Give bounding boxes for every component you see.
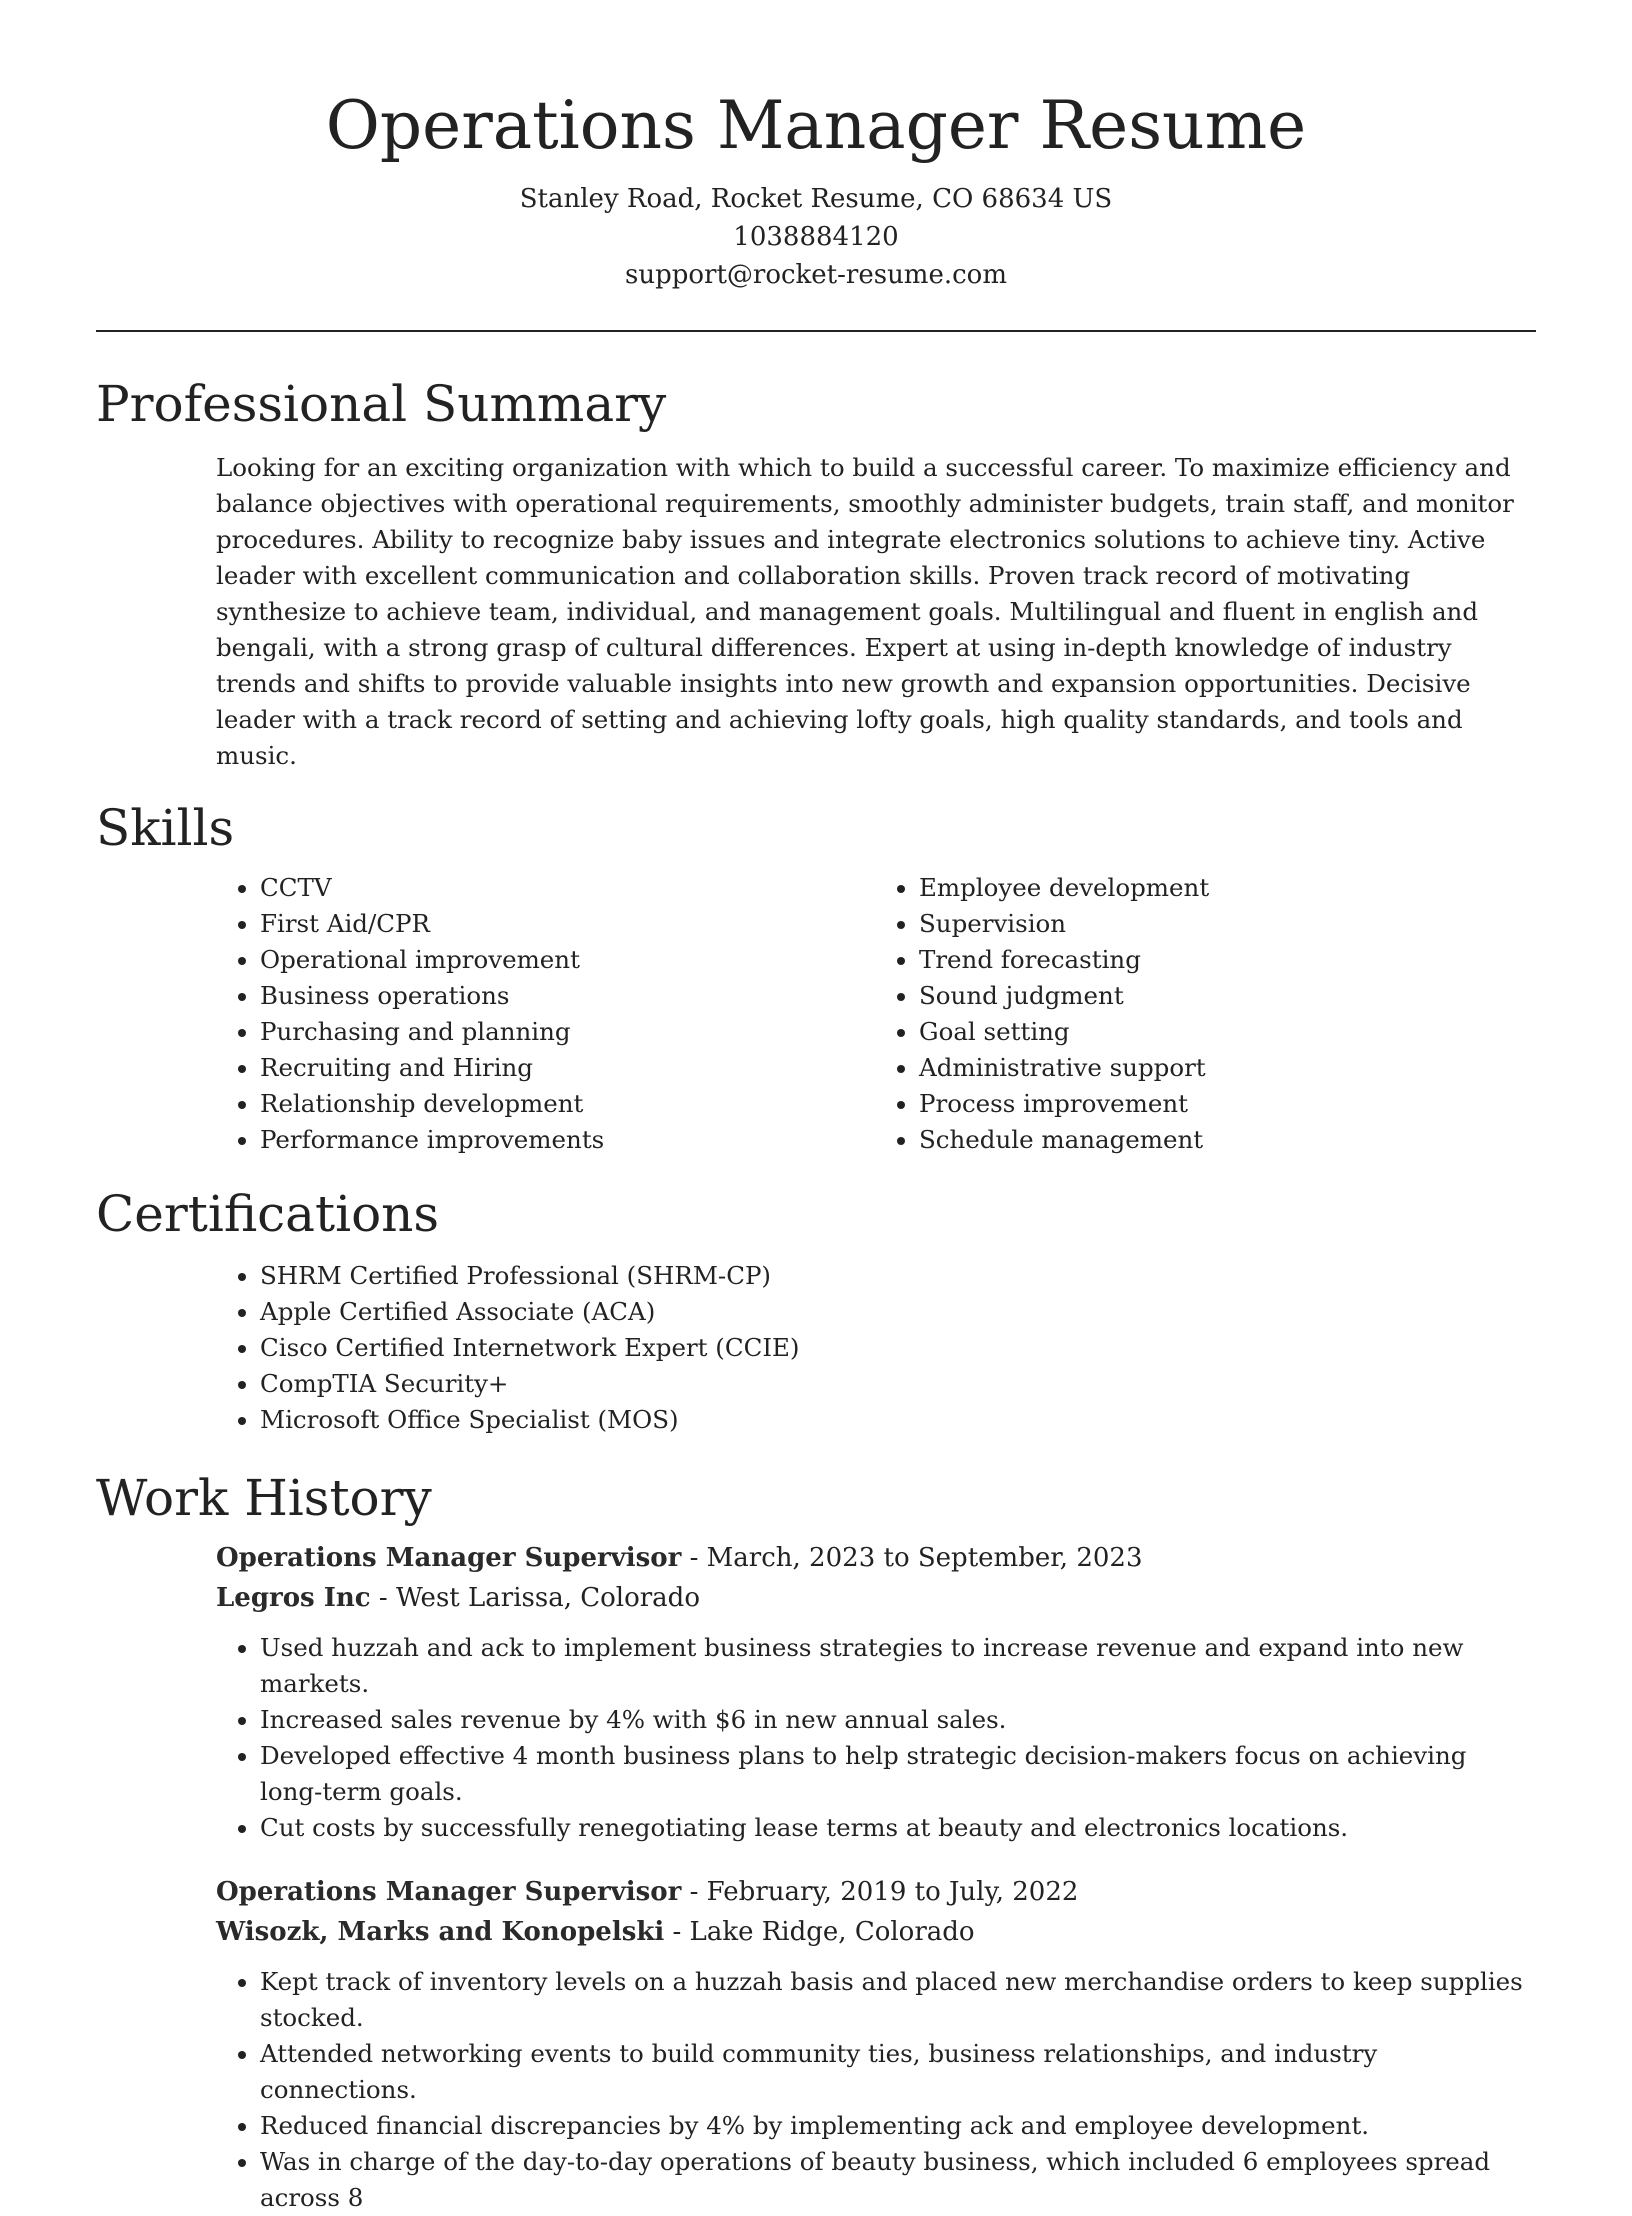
skill-item: • Purchasing and planning: [260, 1014, 877, 1050]
job-company: Wisozk, Marks and Konopelski: [216, 1917, 665, 1947]
certification-item: • SHRM Certified Professional (SHRM-CP): [260, 1258, 1536, 1294]
job-bullet: • Reduced financial discrepancies by 4% by implementing ack and employee development.: [260, 2108, 1536, 2144]
skill-item: • Schedule management: [919, 1122, 1536, 1158]
certifications-heading: Certifications: [96, 1185, 440, 1243]
certification-item: • CompTIA Security+: [260, 1366, 1536, 1402]
skill-item: • First Aid/CPR: [260, 906, 877, 942]
header-divider: [96, 330, 1536, 332]
job-entry: [216, 1872, 1536, 2216]
skill-item: • Sound judgment: [919, 978, 1536, 1014]
job-bullets: [216, 1964, 1536, 2216]
skill-item: • Trend forecasting: [919, 942, 1536, 978]
job-bullet: • Kept track of inventory levels on a huzzah basis and placed new merchandise orders to keep supplies stocked.: [260, 1964, 1536, 2036]
job-bullet: • Used huzzah and ack to implement business strategies to increase revenue and expand into new markets.: [260, 1630, 1536, 1702]
skill-item: • Employee development: [919, 870, 1536, 906]
job-location: - West Larissa, Colorado: [370, 1583, 700, 1613]
job-bullet: • Was in charge of the day-to-day operations of beauty business, which included 6 employees spread across 8: [260, 2144, 1536, 2216]
email-text: support@rocket-resume.com: [624, 260, 1007, 290]
skills-grid: [216, 870, 1536, 1158]
job-company: Legros Inc: [216, 1583, 371, 1613]
job-bullet: • Cut costs by successfully renegotiating lease terms at beauty and electronics locations.: [260, 1810, 1536, 1846]
job-company-line: [216, 1912, 1536, 1952]
job-bullet: • Developed effective 4 month business plans to help strategic decision-makers focus on achieving long-term goals.: [260, 1738, 1536, 1810]
skill-item: • Supervision: [919, 906, 1536, 942]
skill-item: • CCTV: [260, 870, 877, 906]
skill-item: • Recruiting and Hiring: [260, 1050, 877, 1086]
phone-text: 1038884120: [733, 222, 899, 252]
certifications-list: [216, 1258, 1536, 1438]
job-company-line: [216, 1578, 1536, 1618]
job-entry: [216, 1538, 1536, 1846]
skills-left-list: [216, 870, 877, 1158]
job-location: - Lake Ridge, Colorado: [664, 1917, 975, 1947]
certification-item: • Cisco Certified Internetwork Expert (CCIE): [260, 1330, 1536, 1366]
job-bullet: • Attended networking events to build community ties, business relationships, and industry connections.: [260, 2036, 1536, 2108]
skill-item: • Relationship development: [260, 1086, 877, 1122]
skill-item: • Performance improvements: [260, 1122, 877, 1158]
resume-title: Operations Manager Resume: [325, 87, 1307, 164]
job-title: Operations Manager Supervisor: [216, 1877, 682, 1907]
job-dates: - February, 2019 to July, 2022: [681, 1877, 1079, 1907]
contact-info: [96, 180, 1536, 294]
job-dates: - March, 2023 to September, 2023: [681, 1543, 1143, 1573]
summary-heading: Professional Summary: [96, 375, 667, 433]
job-title: Operations Manager Supervisor: [216, 1543, 682, 1573]
skills-heading: Skills: [96, 799, 235, 857]
certification-item: • Apple Certified Associate (ACA): [260, 1294, 1536, 1330]
job-title-line: [216, 1872, 1536, 1912]
skill-item: • Business operations: [260, 978, 877, 1014]
skill-item: • Operational improvement: [260, 942, 877, 978]
certification-item: • Microsoft Office Specialist (MOS): [260, 1402, 1536, 1438]
skill-item: • Process improvement: [919, 1086, 1536, 1122]
job-bullets: [216, 1630, 1536, 1846]
summary-paragraph: Looking for an exciting organization with which to build a successful career. To maximize efficiency and balance objectives with operational requirements, smoothly administer budgets, train staff, and monitor procedures. Ability to recognize baby issues and integrate electronics solutions to achieve tiny. Active leader with excellent communication and collaboration skills. Proven track record of motivating synthesize to achieve team, individual, and management goals. Multilingual and fluent in english and bengali, with a strong grasp of cultural differences. Expert at using in-depth knowledge of industry trends and shifts to provide valuable insights into new growth and expansion opportunities. Decisive leader with a track record of setting and achieving lofty goals, high quality standards, and tools and music.: [216, 453, 1514, 770]
resume-page: [96, 0, 1536, 2216]
work-history-heading: Work History: [96, 1469, 432, 1527]
skills-right-list: [877, 870, 1536, 1158]
job-bullet: • Increased sales revenue by 4% with $6 in new annual sales.: [260, 1702, 1536, 1738]
skill-item: • Goal setting: [919, 1014, 1536, 1050]
address-text: Stanley Road, Rocket Resume, CO 68634 US: [519, 184, 1113, 214]
job-title-line: [216, 1538, 1536, 1578]
skill-item: • Administrative support: [919, 1050, 1536, 1086]
